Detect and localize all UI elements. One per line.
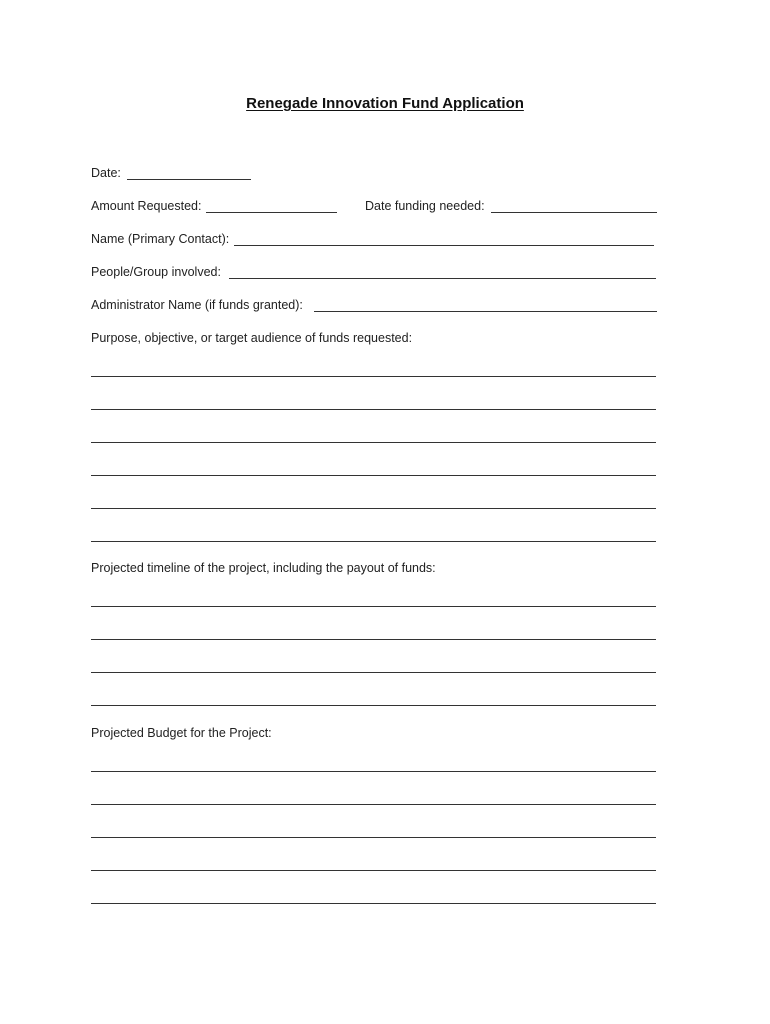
- purpose-heading: Purpose, objective, or target audience of funds requested:: [91, 331, 413, 345]
- purpose-line[interactable]: [91, 442, 656, 443]
- amount-requested-field[interactable]: [206, 212, 337, 213]
- amount-requested-label: Amount Requested:: [91, 199, 202, 213]
- date-label: Date:: [91, 166, 121, 180]
- timeline-line[interactable]: [91, 639, 656, 640]
- purpose-line[interactable]: [91, 541, 656, 542]
- date-field[interactable]: [127, 179, 251, 180]
- form-title: Renegade Innovation Fund Application: [246, 95, 524, 112]
- primary-contact-field[interactable]: [234, 245, 654, 246]
- administrator-name-field[interactable]: [314, 311, 657, 312]
- primary-contact-label: Name (Primary Contact):: [91, 232, 230, 246]
- timeline-line[interactable]: [91, 672, 656, 673]
- budget-heading: Projected Budget for the Project:: [91, 726, 272, 740]
- people-group-field[interactable]: [229, 278, 656, 279]
- administrator-name-label: Administrator Name (if funds granted):: [91, 298, 303, 312]
- budget-line[interactable]: [91, 804, 656, 805]
- budget-line[interactable]: [91, 771, 656, 772]
- budget-line[interactable]: [91, 903, 656, 904]
- date-funding-needed-field[interactable]: [491, 212, 657, 213]
- purpose-line[interactable]: [91, 475, 656, 476]
- purpose-line[interactable]: [91, 409, 656, 410]
- purpose-line[interactable]: [91, 376, 656, 377]
- timeline-heading: Projected timeline of the project, including the payout of funds:: [91, 561, 436, 575]
- budget-line[interactable]: [91, 837, 656, 838]
- date-funding-needed-label: Date funding needed:: [365, 199, 485, 213]
- timeline-line[interactable]: [91, 606, 656, 607]
- timeline-line[interactable]: [91, 705, 656, 706]
- purpose-line[interactable]: [91, 508, 656, 509]
- people-group-label: People/Group involved:: [91, 265, 221, 279]
- budget-line[interactable]: [91, 870, 656, 871]
